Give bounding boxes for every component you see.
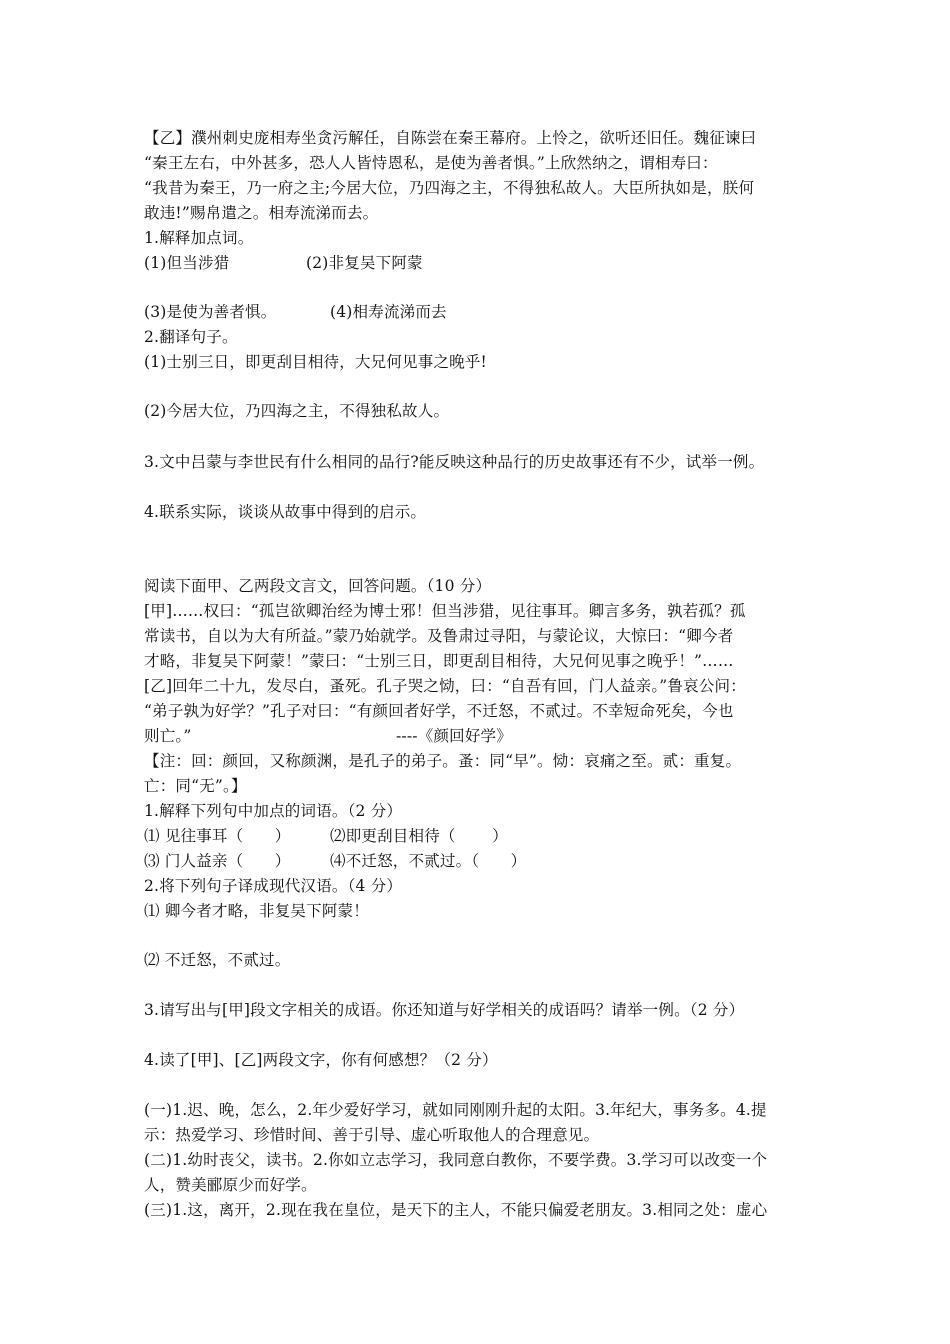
s2-question-3: 3.请写出与[甲]段文字相关的成语。你还知道与好学相关的成语吗？请举一例。（2 分）: [144, 1001, 745, 1019]
question-1-items-row-2: [144, 300, 814, 325]
question-1-item-1: (1)但当涉猎: [144, 254, 230, 272]
passage-yi2-line-1: [乙]回年二十九，发尽白，蚤死。孔子哭之恸，曰：“自吾有回，门人益亲。”鲁哀公问：: [144, 677, 746, 695]
question-2-sentence-2: (2)今居大位，乃四海之主，不得独私故人。: [144, 402, 450, 420]
passage-yi2-line-2: “弟子孰为好学？”孔子对曰：“有颜回者好学，不迁怒，不贰过。不幸短命死矣，今也: [144, 702, 734, 720]
answers-line-3: (二)1.幼时丧父，读书。2.你如立志学习，我同意白教你，不要学费。3.学习可以改变一个: [144, 1151, 768, 1169]
s2-question-1-item-4: ⑷不迁怒，不贰过。（ ）: [330, 852, 527, 870]
question-4: 4.联系实际，谈谈从故事中得到的启示。: [144, 503, 427, 521]
s2-question-2-sentence-2: ⑵ 不迁怒，不贰过。: [144, 951, 291, 969]
question-2-sentence-1: (1)士别三日，即更刮目相待，大兄何见事之晚乎!: [144, 353, 487, 371]
passage-yi-line-4: 敢违!”赐帛遣之。相寿流涕而去。: [144, 204, 379, 222]
passage-yi-line-3: “我昔为秦王，乃一府之主;今居大位，乃四海之主，不得独私故人。大臣所执如是，朕何: [144, 179, 755, 197]
s2-question-1-item-1: ⑴ 见往事耳（ ）: [144, 827, 291, 845]
s2-question-1-item-2: ⑵即更刮目相待（ ）: [330, 827, 508, 845]
notes-line-1: 【注：回：颜回，又称颜渊，是孔子的弟子。蚤：同“早”。恸：哀痛之至。贰：重复。: [144, 752, 742, 770]
passage-yi-line-1: 【乙】濮州刺史庞相寿坐贪污解任，自陈尝在秦王幕府。上怜之，欲听还旧任。魏征谏曰: [144, 129, 757, 147]
answers-line-1: (一)1.迟、晚，怎么，2.年少爱好学习，就如同刚刚升起的太阳。3.年纪大，事务多。4.提: [144, 1101, 767, 1119]
s2-question-1-row-1: [144, 824, 814, 849]
notes-line-2: 亡：同“无”。】: [144, 777, 247, 795]
answers-line-2: 示：热爱学习、珍惜时间、善于引导、虚心听取他人的合理意见。: [144, 1126, 600, 1144]
question-3: 3.文中吕蒙与李世民有什么相同的品行?能反映这种品行的历史故事还有不少，试举一例。: [144, 453, 765, 471]
s2-question-2-sentence-1: ⑴ 卿今者才略，非复吴下阿蒙！: [144, 902, 369, 920]
answers-line-4: 人，赞美郦原少而好学。: [144, 1176, 317, 1194]
passage-yi2-end: 则亡。”: [144, 727, 192, 745]
answers-line-5: (三)1.这，离开，2.现在我在皇位，是天下的主人，不能只偏爱老朋友。3.相同之处：虚心: [144, 1201, 768, 1219]
passage-jia-line-3: 才略，非复吴下阿蒙！”蒙曰：“士别三日，即更刮目相待，大兄何见事之晚乎！”……: [144, 652, 734, 670]
passage-jia-line-2: 常读书，自以为大有所益。”蒙乃始就学。及鲁肃过寻阳，与蒙论议，大惊曰：“卿今者: [144, 627, 734, 645]
s2-question-2-heading: 2.将下列句子译成现代汉语。（4 分）: [144, 877, 403, 895]
passage-jia-line-1: [甲]……权曰：“孤岂欲卿治经为博士邪！但当涉猎，见往事耳。卿言多务，孰若孤？孤: [144, 602, 746, 620]
s2-question-4: 4.读了[甲]、[乙]两段文字，你有何感想？（2 分）: [144, 1051, 498, 1069]
question-2-heading: 2.翻译句子。: [144, 328, 238, 346]
passage-yi2-line-3: [144, 724, 814, 749]
question-1-items-row-1: [144, 251, 814, 276]
question-1-item-4: (4)相寿流涕而去: [330, 303, 447, 321]
s2-question-1-heading: 1.解释下列句中加点的词语。（2 分）: [144, 802, 403, 820]
question-1-item-3: (3)是使为善者惧。: [144, 303, 277, 321]
question-1-heading: 1.解释加点词。: [144, 229, 254, 247]
s2-question-1-item-3: ⑶ 门人益亲（ ）: [144, 852, 291, 870]
passage-source: ----《颜回好学》: [396, 727, 512, 745]
s2-question-1-row-2: [144, 849, 814, 874]
question-1-item-2: (2)非复吴下阿蒙: [306, 254, 423, 272]
section-2-instructions: 阅读下面甲、乙两段文言文，回答问题。（10 分）: [144, 577, 492, 595]
passage-yi-line-2: “秦王左右，中外甚多，恐人人皆恃恩私，是使为善者惧。”上欣然纳之，谓相寿曰：: [144, 154, 718, 172]
